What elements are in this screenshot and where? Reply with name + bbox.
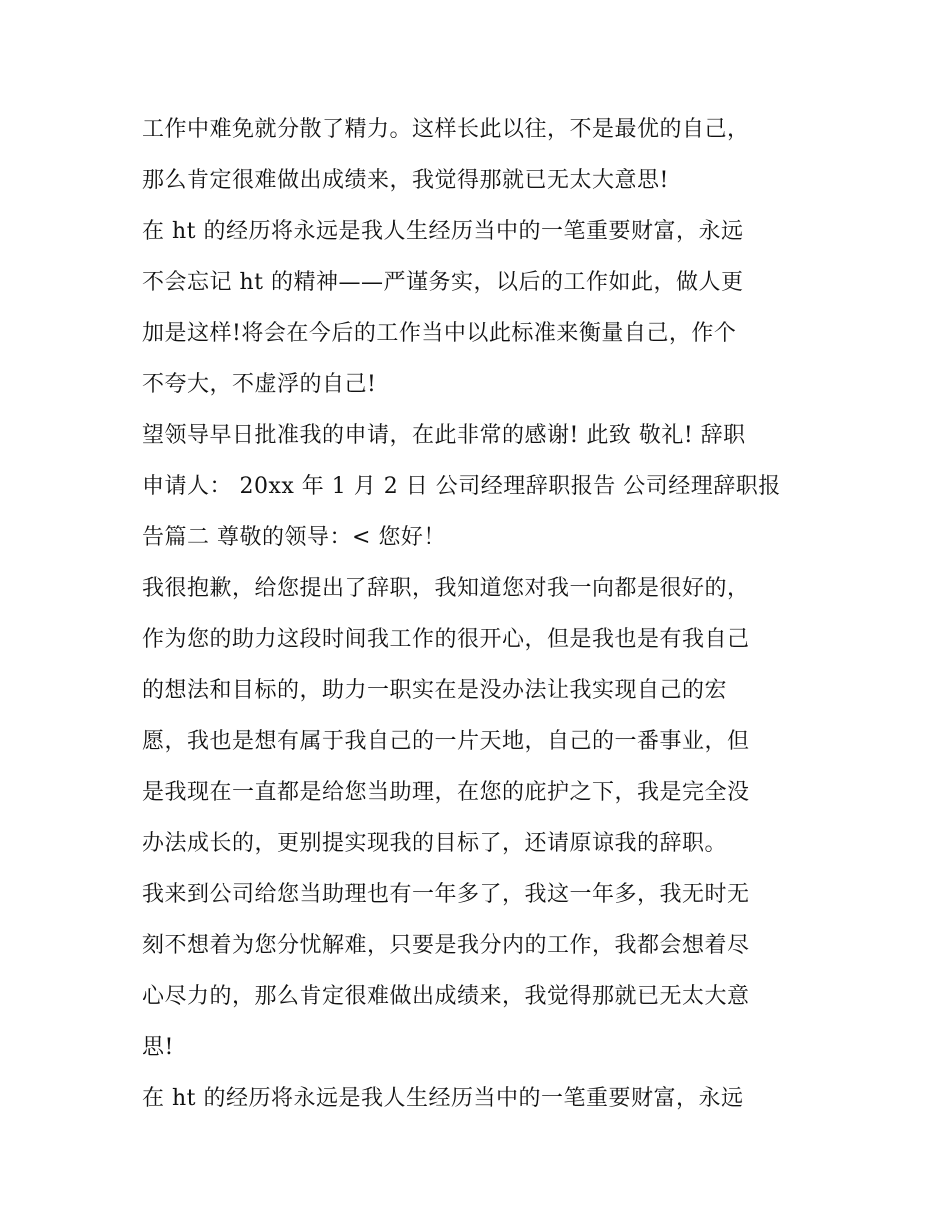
text-line: 不夸大，不虚浮的自己!: [142, 372, 377, 397]
text-line: 告篇二 尊敬的领导：< 您好！: [142, 525, 446, 550]
body-text: [142, 104, 822, 1124]
text-line: 不会忘记 ht 的精神——严谨务实，以后的工作如此，做人更: [142, 270, 744, 295]
text-line: 是我现在一直都是给您当助理，在您的庇护之下，我是完全没: [142, 780, 750, 805]
text-line: 工作中难免就分散了精力。这样长此以往，不是最优的自己，: [142, 117, 750, 142]
text-line: 愿，我也是想有属于我自己的一片天地，自己的一番事业，但: [142, 729, 750, 754]
text-line: 我来到公司给您当助理也有一年多了，我这一年多，我无时无: [142, 882, 750, 907]
text-line: 望领导早日批准我的申请，在此非常的感谢! 此致 敬礼! 辞职: [142, 423, 746, 448]
text-line: 在 ht 的经历将永远是我人生经历当中的一笔重要财富，永远: [142, 1086, 744, 1111]
text-line: 加是这样!将会在今后的工作当中以此标准来衡量自己，作个: [142, 321, 737, 346]
text-line: 申请人： 20xx 年 1 月 2 日 公司经理辞职报告 公司经理辞职报: [142, 474, 781, 499]
text-line: 心尽力的，那么肯定很难做出成绩来，我觉得那就已无太大意: [142, 984, 750, 1009]
text-line: 那么肯定很难做出成绩来，我觉得那就已无太大意思!: [142, 168, 669, 193]
text-line: 我很抱歉，给您提出了辞职，我知道您对我一向都是很好的，: [142, 576, 750, 601]
text-line: 的想法和目标的，助力一职实在是没办法让我实现自己的宏: [142, 678, 728, 703]
text-line: 办法成长的，更别提实现我的目标了，还请原谅我的辞职。: [142, 831, 728, 856]
text-line: 作为您的助力这段时间我工作的很开心，但是我也是有我自己: [142, 627, 750, 652]
text-line: 思!: [142, 1035, 174, 1060]
text-line: 刻不想着为您分忧解难，只要是我分内的工作，我都会想着尽: [142, 933, 750, 958]
text-line: 在 ht 的经历将永远是我人生经历当中的一笔重要财富，永远: [142, 219, 744, 244]
